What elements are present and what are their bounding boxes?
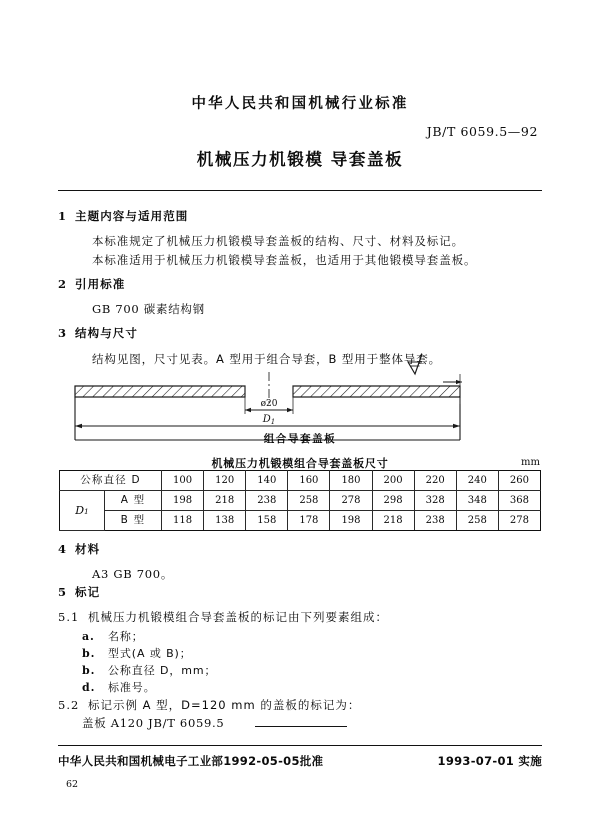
section-heading-2	[58, 276, 125, 292]
table-unit: mm	[521, 457, 540, 468]
page-number: 62	[66, 779, 79, 790]
subsection-number-5-1: 5.1	[58, 610, 80, 624]
section-title-1: 主题内容与适用范围	[75, 209, 189, 223]
table-cell: 278	[330, 491, 372, 511]
table-header-cell: 160	[288, 471, 330, 491]
table-rowgroup-label-d1: D1	[60, 491, 105, 531]
table-cell: 348	[456, 491, 498, 511]
scope-paragraph-line-1: 本标准规定了机械压力机锻模导套盖板的结构、尺寸、材料及标记。	[92, 234, 464, 248]
section-heading-3	[58, 325, 138, 341]
bore-arrow-left	[245, 408, 251, 412]
mark-list-item	[82, 628, 144, 644]
roughness-symbol-icon	[408, 354, 422, 374]
footer-effective-date: 1993-07-01 实施	[437, 754, 542, 768]
table-header-cell: 200	[372, 471, 414, 491]
outer-arrow-right	[453, 424, 460, 429]
subsection-heading-5-1	[58, 609, 388, 625]
subsection-text-5-2: 标记示例 A 型，D=120 mm 的盖板的标记为：	[88, 698, 361, 712]
section-number-4: 4	[58, 542, 68, 556]
footer-divider	[58, 745, 542, 746]
mark-item-key: d.	[82, 681, 96, 694]
table-row-type-a	[60, 491, 541, 511]
section-title-3: 结构与尺寸	[75, 326, 138, 340]
table-cell: 298	[372, 491, 414, 511]
table-cell: 278	[498, 511, 540, 531]
mark-item-text: 名称；	[108, 630, 144, 643]
table-cell: 368	[498, 491, 540, 511]
header-organization: 中华人民共和国机械行业标准	[191, 96, 409, 112]
reference-standard: GB 700 碳素结构钢	[92, 302, 205, 316]
table-row-label-type-b: B 型	[105, 511, 162, 531]
table-header-cell: 260	[498, 471, 540, 491]
table-row-type-b	[60, 511, 541, 531]
plate-section-left	[75, 386, 245, 397]
table-cell: 258	[288, 491, 330, 511]
table-header-cell: 140	[246, 471, 288, 491]
table-header-cell: 220	[414, 471, 456, 491]
dimensions-table	[59, 470, 541, 531]
end-of-text-rule	[255, 726, 347, 727]
table-cell: 138	[204, 511, 246, 531]
table-header-cell: 180	[330, 471, 372, 491]
table-header-cell: 100	[162, 471, 204, 491]
mark-item-text: 标准号。	[108, 681, 156, 694]
mark-item-key: a.	[82, 630, 95, 643]
table-cell: 218	[372, 511, 414, 531]
table-cell: 258	[456, 511, 498, 531]
table-header-cell: 240	[456, 471, 498, 491]
outer-arrow-left	[75, 424, 82, 429]
table-cell: 198	[162, 491, 204, 511]
material-paragraph: A3 GB 700。	[92, 567, 174, 581]
section-number-1: 1	[58, 209, 68, 223]
table-cell: 178	[288, 511, 330, 531]
section-title-2: 引用标准	[75, 277, 126, 291]
outer-dimension-label: $D_1$	[262, 414, 276, 426]
table-cell: 328	[414, 491, 456, 511]
mark-item-text: 公称直径 D，mm；	[108, 664, 217, 677]
section-number-2: 2	[58, 277, 68, 291]
section-heading-1	[58, 208, 188, 224]
scope-paragraph-line-2: 本标准适用于机械压力机锻模导套盖板，也适用于其他锻模导套盖板。	[92, 253, 477, 267]
section-number-3: 3	[58, 326, 68, 340]
table-row-header	[60, 471, 541, 491]
subsection-number-5-2: 5.2	[58, 698, 80, 712]
section-heading-5	[58, 584, 100, 600]
table-header-cell: 120	[204, 471, 246, 491]
section-number-5: 5	[58, 585, 68, 599]
mark-list-item	[82, 679, 156, 695]
table-cell: 198	[330, 511, 372, 531]
section-heading-4	[58, 541, 100, 557]
mark-item-text: 型式(A 或 B)；	[108, 647, 192, 660]
table-cell: 218	[204, 491, 246, 511]
thickness-arrow	[456, 380, 462, 384]
table-cell: 118	[162, 511, 204, 531]
table-cell: 158	[246, 511, 288, 531]
figure-caption: 组合导套盖板	[263, 433, 337, 445]
table-cell: 238	[246, 491, 288, 511]
plate-section-right	[293, 386, 460, 397]
bore-arrow-right	[287, 408, 293, 412]
header-divider	[58, 190, 542, 191]
section-title-4: 材料	[75, 542, 101, 556]
bore-dimension-label: ø20	[260, 399, 278, 409]
table-cell: 238	[414, 511, 456, 531]
table-row-label-type-a: A 型	[105, 491, 162, 511]
mark-list-item	[82, 645, 192, 661]
subsection-text-5-1: 机械压力机锻模组合导套盖板的标记由下列要素组成：	[88, 610, 388, 624]
mark-example-designation: 盖板 A120 JB/T 6059.5	[82, 716, 225, 730]
subsection-heading-5-2	[58, 697, 360, 713]
table-header-nominal-diameter: 公称直径 D	[60, 471, 162, 491]
table-title: 机械压力机锻模组合导套盖板尺寸	[211, 457, 389, 470]
mark-item-key: b.	[82, 647, 96, 660]
section-title-5: 标记	[75, 585, 101, 599]
page-title: 机械压力机锻模 导套盖板	[196, 150, 404, 169]
standard-code: JB/T 6059.5—92	[426, 124, 538, 139]
mark-list-item	[82, 662, 216, 678]
footer-approval: 中华人民共和国机械电子工业部1992-05-05批准	[58, 754, 324, 768]
structure-paragraph: 结构见图，尺寸见表。A 型用于组合导套，B 型用于整体导套。	[92, 352, 442, 366]
mark-item-key: b.	[82, 664, 96, 677]
